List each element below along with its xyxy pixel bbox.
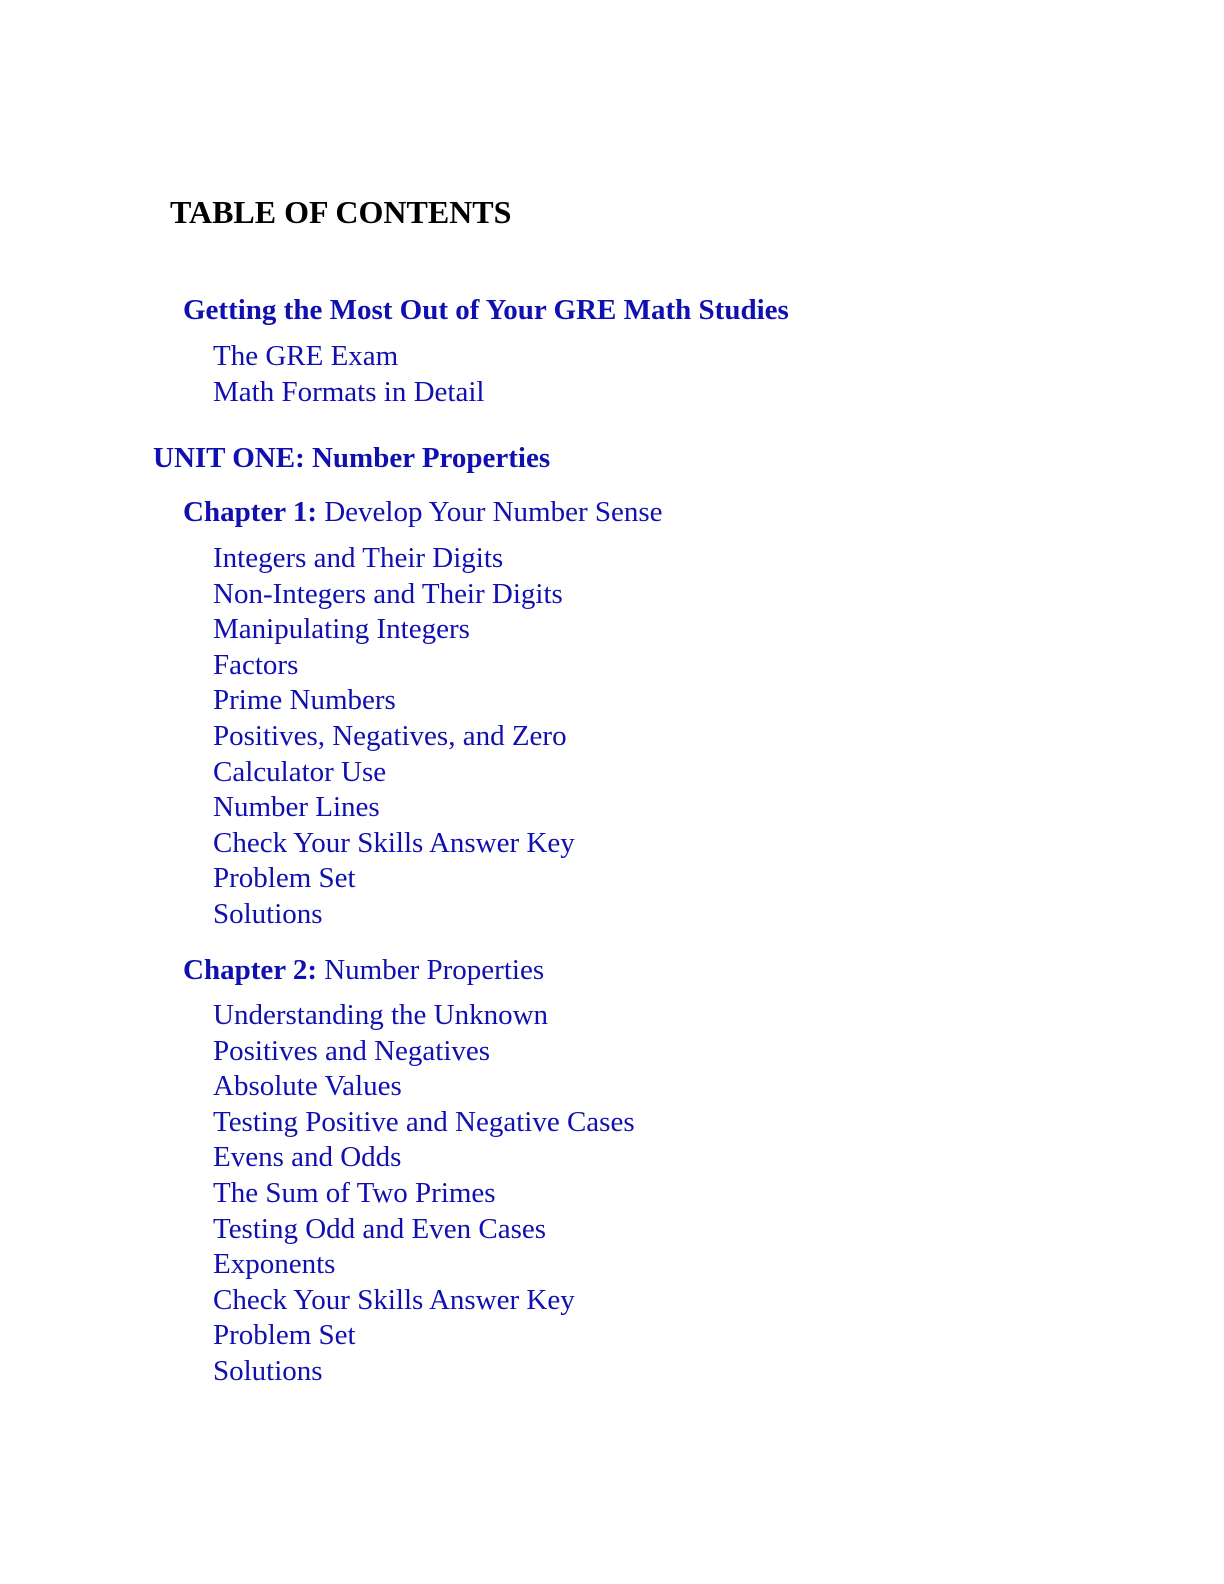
- chapter-number-label: Chapter 1:: [183, 496, 317, 528]
- toc-link-item[interactable]: Positives, Negatives, and Zero: [213, 719, 567, 752]
- toc-link-item[interactable]: Solutions: [213, 897, 323, 930]
- chapter-title: Number Properties: [324, 954, 545, 986]
- toc-link-item[interactable]: Evens and Odds: [213, 1141, 402, 1174]
- toc-link-item[interactable]: Factors: [213, 648, 299, 681]
- toc-link-item[interactable]: Calculator Use: [213, 755, 387, 788]
- toc-link-item[interactable]: Testing Positive and Negative Cases: [213, 1105, 635, 1138]
- chapter-number-label: Chapter 2:: [183, 954, 317, 986]
- page-title: TABLE OF CONTENTS: [170, 194, 512, 230]
- toc-link-item[interactable]: Non-Integers and Their Digits: [213, 577, 563, 610]
- toc-link-item[interactable]: Problem Set: [213, 1319, 356, 1352]
- chapter-2-list: [213, 998, 635, 1390]
- toc-link-item[interactable]: Absolute Values: [213, 1070, 402, 1103]
- chapter-title: Develop Your Number Sense: [324, 496, 663, 528]
- toc-link-item[interactable]: Testing Odd and Even Cases: [213, 1212, 547, 1245]
- toc-link-math-formats[interactable]: Math Formats in Detail: [213, 375, 485, 408]
- toc-link-item[interactable]: Check Your Skills Answer Key: [213, 826, 575, 859]
- toc-link-item[interactable]: Check Your Skills Answer Key: [213, 1283, 575, 1316]
- toc-link-item[interactable]: Number Lines: [213, 791, 380, 824]
- intro-list: [213, 339, 484, 410]
- toc-link-item[interactable]: Exponents: [213, 1248, 336, 1281]
- toc-link-gre-exam[interactable]: The GRE Exam: [213, 340, 399, 372]
- toc-link-unit-one[interactable]: UNIT ONE: Number Properties: [153, 442, 551, 474]
- chapter-1-list: [213, 541, 575, 933]
- toc-link-chapter-2[interactable]: [183, 951, 544, 989]
- toc-link-item[interactable]: Prime Numbers: [213, 684, 396, 717]
- toc-link-item[interactable]: Solutions: [213, 1354, 323, 1387]
- toc-link-chapter-1[interactable]: [183, 493, 663, 531]
- toc-link-item[interactable]: Positives and Negatives: [213, 1034, 491, 1067]
- toc-link-intro[interactable]: Getting the Most Out of Your GRE Math Studies: [183, 294, 789, 326]
- toc-link-item[interactable]: Integers and Their Digits: [213, 542, 504, 574]
- toc-link-item[interactable]: The Sum of Two Primes: [213, 1176, 496, 1209]
- toc-link-item[interactable]: Understanding the Unknown: [213, 999, 549, 1031]
- toc-link-item[interactable]: Problem Set: [213, 862, 356, 895]
- toc-link-item[interactable]: Manipulating Integers: [213, 613, 470, 646]
